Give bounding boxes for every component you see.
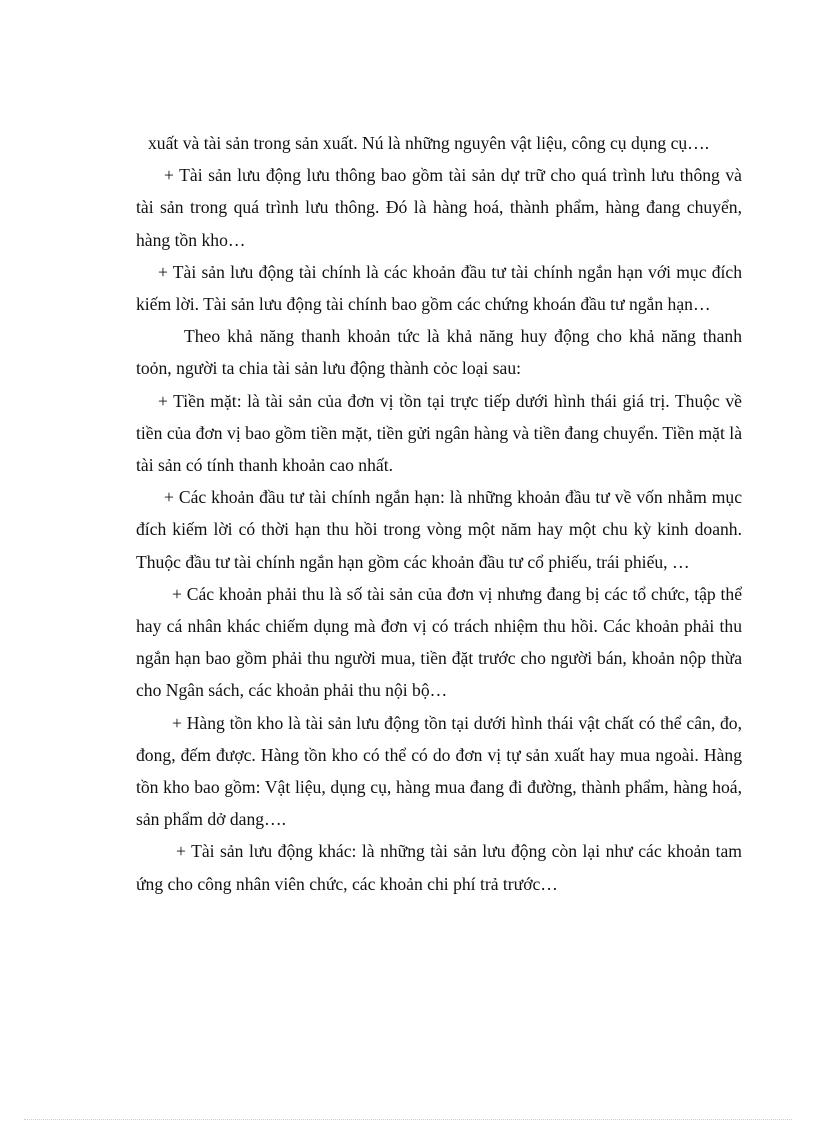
paragraph: + Hàng tồn kho là tài sản lưu động tồn tại dưới hình thái vật chất có thể cân, đo, đong, đếm được. Hàng tồn kho có thể có do đơn vị tự sản xuất hay mua ngoài. Hàng tồn kho bao gồm: Vật liệu, dụng cụ, hàng mua đang đi đường, thành phẩm, hàng hoá, sản phẩm dở dang…. — [136, 712, 742, 830]
paragraph: + Tiền mặt: là tài sản của đơn vị tồn tại trực tiếp dưới hình thái giá trị. Thuộc về tiền của đơn vị bao gồm tiền mặt, tiền gửi ngân hàng và tiền đang chuyển. Tiền mặt là tài sản có tính thanh khoản cao nhất. — [136, 390, 742, 476]
paragraph: + Tài sản lưu động lưu thông bao gồm tài sản dự trữ cho quá trình lưu thông và tài sản trong quá trình lưu thông. Đó là hàng hoá, thành phẩm, hàng đang chuyển, hàng tồn kho… — [136, 165, 742, 250]
paragraph: + Các khoản phải thu là số tài sản của đơn vị nhưng đang bị các tổ chức, tập thể hay cá nhân khác chiếm dụng mà đơn vị có trách nhiệm thu hồi. Các khoản phải thu ngắn hạn bao gồm phải thu người mua, tiền đặt trước cho người bán, khoản nộp thừa cho Ngân sách, các khoản phải thu nội bộ… — [136, 583, 742, 701]
body-text — [136, 127, 742, 900]
page-bottom-border — [24, 1119, 792, 1120]
paragraph: + Tài sản lưu động khác: là những tài sản lưu động còn lại như các khoản tam ứng cho công nhân viên chức, các khoản chi phí trả trước… — [136, 841, 742, 894]
paragraph: xuất và tài sản trong sản xuất. Nú là những nguyên vật liệu, công cụ dụng cụ…. — [148, 133, 710, 153]
paragraph: Theo khả năng thanh khoản tức là khả năng huy động cho khả năng thanh toỏn, người ta chia tài sản lưu động thành cỏc loại sau: — [136, 326, 742, 379]
paragraph: + Các khoản đầu tư tài chính ngắn hạn: là những khoản đầu tư về vốn nhằm mục đích kiếm lời có thời hạn thu hồi trong vòng một năm hay một chu kỳ kinh doanh. Thuộc đầu tư tài chính ngắn hạn gồm các khoản đầu tư cổ phiếu, trái phiếu, … — [136, 487, 742, 572]
paragraph: + Tài sản lưu động tài chính là các khoản đầu tư tài chính ngắn hạn với mục đích kiếm lời. Tài sản lưu động tài chính bao gồm các chứng khoán đầu tư ngắn hạn… — [136, 261, 742, 315]
